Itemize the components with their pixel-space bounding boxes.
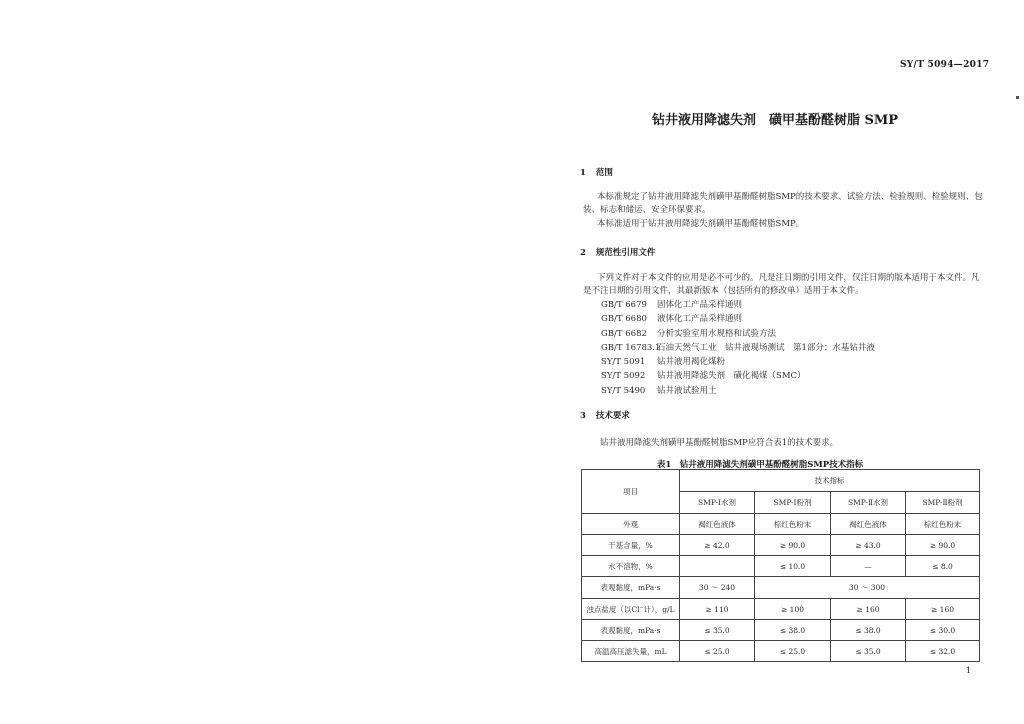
table-cell: ≤ 35.0 — [680, 620, 755, 641]
table-cell: ≤ 8.0 — [906, 556, 980, 577]
table-cell: ≤ 32.0 — [906, 641, 980, 662]
table-cell: ≥ 100 — [755, 599, 831, 620]
table-cell: ≥ 110 — [680, 599, 755, 620]
section-number: 1 — [580, 168, 586, 178]
reference-title: 钻井液用褐化煤粉 — [657, 357, 726, 368]
reference-code: SY/T 5490 — [601, 385, 646, 396]
table-cell: ≥ 160 — [831, 599, 906, 620]
reference-item — [601, 298, 875, 312]
table-cell: ≤ 25.0 — [680, 641, 755, 662]
reference-code: GB/T 6679 — [601, 300, 647, 310]
table-cell: ≤ 38.0 — [755, 620, 831, 641]
row-label: 干基含量，% — [582, 535, 680, 556]
table-header-row — [582, 470, 980, 492]
reference-code: GB/T 6680 — [601, 314, 647, 325]
table-cell — [680, 556, 755, 577]
table-cell: 褐红色液体 — [680, 514, 755, 535]
table-cell: ≤ 25.0 — [755, 641, 831, 662]
section-2-heading — [580, 246, 655, 258]
column-header: SMP-Ⅰ水剂 — [680, 492, 755, 514]
column-header: SMP-Ⅱ水剂 — [831, 492, 906, 514]
section-number: 3 — [580, 411, 586, 421]
section-3-heading — [580, 409, 630, 421]
standard-code: SY/T 5094—2017 — [900, 60, 990, 70]
reference-item — [601, 384, 875, 398]
table-cell: — — [831, 556, 906, 577]
table-cell: ≥ 43.0 — [831, 535, 906, 556]
table-cell: 褐红色液体 — [831, 514, 906, 535]
row-label: 高温高压滤失量，mL — [582, 641, 680, 662]
section-title: 范围 — [595, 168, 613, 178]
table-cell: ≤ 30.0 — [906, 620, 980, 641]
reference-item — [601, 341, 875, 355]
reference-item — [601, 327, 875, 341]
reference-title: 石油天然气工业 钻井液现场测试 第1部分：水基钻井液 — [657, 342, 875, 353]
table-cell: ≥ 160 — [906, 599, 980, 620]
table-cell: ≥ 42.0 — [680, 535, 755, 556]
paragraph: 本标准规定了钻井液用降滤失剂磺甲基酚醛树脂SMP的技术要求、试验方法、检验规则、检验规则、包装、标志和储运、安全环保要求。 — [583, 192, 983, 215]
table-row — [582, 577, 980, 599]
reference-title: 固体化工产品采样通则 — [657, 300, 743, 310]
reference-title: 钻井液试验用土 — [657, 385, 717, 396]
scan-mark — [1016, 96, 1019, 99]
column-header: SMP-Ⅰ粉剂 — [755, 492, 831, 514]
table-cell: 30 ～ 240 — [680, 577, 755, 599]
table-cell: 棕红色粉末 — [906, 514, 980, 535]
table-cell: 30 ～ 300 — [755, 577, 980, 599]
reference-title: 分析实验室用水规格和试验方法 — [657, 328, 777, 339]
section-number: 2 — [580, 248, 586, 258]
reference-code: GB/T 6682 — [601, 328, 647, 339]
table-cell: ≤ 10.0 — [755, 556, 831, 577]
section-title: 技术要求 — [595, 411, 630, 421]
reference-item — [601, 355, 875, 369]
table-caption: 表1 钻井液用降滤失剂磺甲基酚醛树脂SMP技术指标 — [656, 460, 864, 470]
document-title: 钻井液用降滤失剂 磺甲基酚醛树脂 SMP — [651, 113, 899, 128]
table-cell: ≥ 90.0 — [906, 535, 980, 556]
reference-title: 钻井液用降滤失剂 磺化褐煤（SMC） — [657, 371, 806, 382]
table-row — [582, 535, 980, 556]
table-cell: ≤ 35.0 — [831, 641, 906, 662]
reference-title: 液体化工产品采样通则 — [657, 314, 743, 325]
table-row — [582, 620, 980, 641]
reference-item — [601, 369, 875, 383]
row-label: 浊点盐度（以Cl⁻计），g/L — [582, 599, 680, 620]
paragraph: 本标准适用于钻井液用降滤失剂磺甲基酚醛树脂SMP。 — [597, 219, 805, 229]
table-cell: ≥ 90.0 — [755, 535, 831, 556]
reference-code: SY/T 5091 — [601, 357, 646, 368]
reference-code: SY/T 5092 — [601, 371, 646, 382]
paragraph: 钻井液用降滤失剂磺甲基酚醛树脂SMP应符合表1的技术要求。 — [600, 438, 839, 448]
reference-item — [601, 312, 875, 326]
spec-table — [581, 469, 980, 662]
section-1-heading — [580, 166, 613, 178]
reference-list — [601, 298, 875, 398]
row-label: 表观黏度，mPa·s — [582, 620, 680, 641]
row-label: 水不溶物，% — [582, 556, 680, 577]
row-label: 外观 — [582, 514, 680, 535]
row-label: 表观黏度，mPa·s — [582, 577, 680, 599]
table-row — [582, 514, 980, 535]
table-cell: ≤ 38.0 — [831, 620, 906, 641]
table-row — [582, 641, 980, 662]
paragraph: 下列文件对于本文件的应用是必不可少的。凡是注日期的引用文件，仅注日期的版本适用于本文件。凡是不注日期的引用文件，其最新版本（包括所有的修改单）适用于本文件。 — [583, 273, 980, 296]
section-title: 规范性引用文件 — [595, 248, 656, 258]
table-row — [582, 599, 980, 620]
table-group-header: 技术指标 — [680, 470, 980, 492]
page-number: 1 — [966, 666, 972, 675]
table-item-header: 项目 — [582, 470, 680, 514]
table-cell: 棕红色粉末 — [755, 514, 831, 535]
column-header: SMP-Ⅱ粉剂 — [906, 492, 980, 514]
table-row — [582, 556, 980, 577]
reference-code: GB/T 16783.1 — [601, 342, 661, 353]
